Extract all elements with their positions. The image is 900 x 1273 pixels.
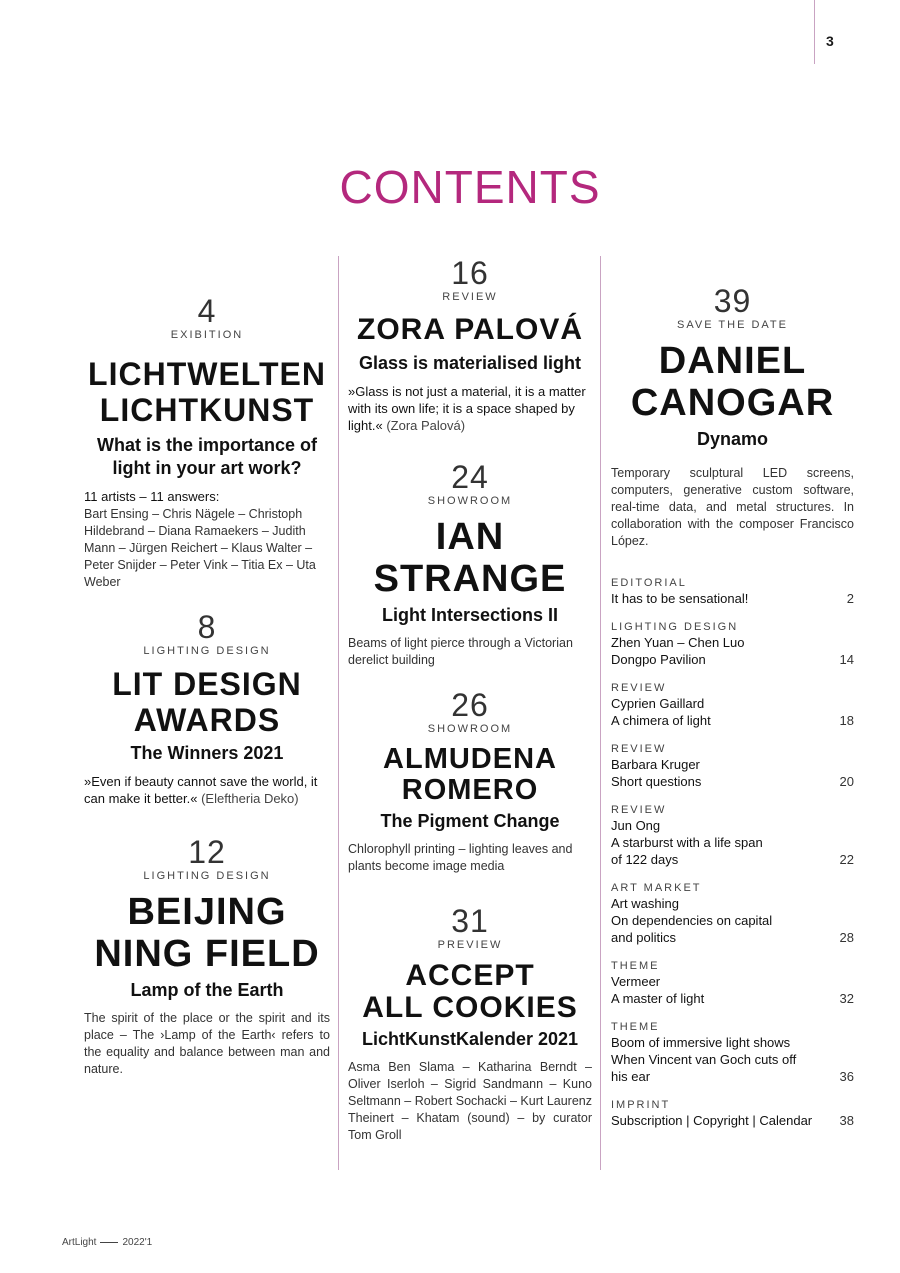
toc-page-number: 28 [839, 930, 854, 945]
page-number-rule [814, 0, 815, 64]
toc-category: EDITORIAL [611, 577, 687, 589]
article-headline: ALMUDENA ROMERO [383, 743, 557, 806]
article-subtitle: Dynamo [696, 429, 768, 449]
article-subtitle: Lamp of the Earth [130, 980, 284, 1000]
toc-page-number: 32 [839, 991, 854, 1006]
article-headline: ACCEPT ALL COOKIES [362, 959, 578, 1024]
toc-title: Subscription | Copyright | Calendar [611, 1113, 813, 1128]
toc-title: Boom of immersive light shows [611, 1035, 791, 1050]
article-page-number: 12 [188, 834, 226, 870]
toc-title: It has to be sensational! [611, 591, 749, 606]
article-description: Asma Ben Slama – Katharina Berndt – Oliver Iserloh – Sigrid Sandmann – Kuno Seltmann – Robert Sochacki – Kurt Laurenz Theinert – Khatam (sound) – by curator Tom Groll [348, 1060, 592, 1142]
footer-brand: ArtLight [62, 1237, 97, 1248]
article-headline: DANIEL CANOGAR [630, 340, 835, 424]
article-description: The spirit of the place or the spirit and its place – The ›Lamp of the Earth‹ refers to the equality and balance between man and nature. [84, 1011, 330, 1076]
article-headline: BEIJING NING FIELD [94, 891, 320, 975]
article-ian-strange[interactable] [348, 459, 592, 669]
toc-page-number: 22 [839, 852, 854, 867]
article-description: Temporary sculptural LED screens, computers, generative custom software, real-time data, and metal structures. In collaboration with the composer Francisco López. [611, 466, 854, 548]
article-page-number: 26 [451, 687, 489, 723]
toc-page-number: 14 [839, 652, 854, 667]
toc-page-number: 38 [839, 1113, 854, 1128]
toc-page-number: 18 [839, 713, 854, 728]
article-beijing-ning-field[interactable] [84, 834, 330, 1078]
article-subtitle: Light Intersections II [381, 605, 559, 625]
article-category: LIGHTING DESIGN [143, 870, 271, 882]
toc-title: A master of light [611, 991, 705, 1006]
page-number: 3 [826, 33, 834, 49]
article-category: PREVIEW [437, 939, 503, 951]
toc-category: THEME [611, 1021, 660, 1033]
article-subtitle: Glass is materialised light [358, 353, 582, 373]
toc-item[interactable] [611, 742, 854, 790]
toc-title: Zhen Yuan – Chen Luo [611, 635, 745, 650]
toc-title: of 122 days [611, 852, 679, 867]
toc-page-number: 20 [839, 774, 854, 789]
page-title: CONTENTS [339, 161, 601, 213]
toc-item[interactable] [611, 681, 854, 729]
article-category: REVIEW [442, 291, 498, 303]
article-headline: IAN STRANGE [373, 516, 567, 600]
article-headline: LICHTWELTEN LICHTKUNST [88, 356, 326, 428]
toc-title: On dependencies on capital [611, 913, 773, 928]
column-divider [600, 256, 601, 1170]
toc-title: his ear [611, 1069, 651, 1084]
article-subtitle: LichtKunstKalender 2021 [361, 1029, 579, 1049]
article-quote: »Even if beauty cannot save the world, it can make it better.« (Eleftheria Deko) [84, 774, 318, 806]
article-page-number: 16 [451, 255, 489, 291]
article-subtitle: The Pigment Change [380, 811, 560, 831]
toc-category: REVIEW [611, 804, 667, 816]
toc-list [611, 576, 854, 1142]
toc-page-number: 36 [839, 1069, 854, 1084]
article-page-number: 24 [451, 459, 489, 495]
toc-category: REVIEW [611, 743, 667, 755]
toc-title: Barbara Kruger [611, 757, 700, 772]
toc-item[interactable] [611, 620, 854, 668]
toc-title: Vermeer [611, 974, 661, 989]
toc-item[interactable] [611, 803, 854, 868]
toc-category: REVIEW [611, 682, 667, 694]
footer-dash [100, 1242, 118, 1243]
toc-title: Jun Ong [611, 818, 661, 833]
toc-title: When Vincent van Goch cuts off [611, 1052, 797, 1067]
article-almudena-romero[interactable] [348, 687, 592, 875]
article-headline: ZORA PALOVÁ [357, 313, 583, 346]
article-subtitle: The Winners 2021 [130, 743, 284, 763]
toc-category: THEME [611, 960, 660, 972]
article-page-number: 8 [197, 609, 217, 645]
article-subtitle: What is the importance of light in your art work? [96, 435, 318, 478]
toc-title: A starburst with a life span [611, 835, 763, 850]
column-divider [338, 256, 339, 1170]
toc-item[interactable] [611, 1098, 854, 1129]
toc-title: Art washing [611, 896, 679, 911]
article-page-number: 31 [451, 903, 489, 939]
article-description: 11 artists – 11 answers: Bart Ensing – Chris Nägele – Christoph Hildebrand – Diana Ramaekers – Judith Mann – Jürgen Reichert – Klaus Walter – Peter Snijder – Peter Vink – Titia Ex – Uta Weber [84, 489, 316, 589]
article-daniel-canogar[interactable] [611, 283, 854, 550]
article-lit-design-awards[interactable] [84, 609, 330, 807]
toc-title: Short questions [611, 774, 702, 789]
toc-category: LIGHTING DESIGN [611, 621, 739, 633]
toc-title: and politics [611, 930, 677, 945]
article-category: SHOWROOM [427, 495, 513, 507]
toc-category: IMPRINT [611, 1099, 671, 1111]
article-page-number: 4 [197, 293, 217, 329]
article-accept-all-cookies[interactable] [348, 903, 592, 1144]
article-category: SHOWROOM [427, 723, 513, 735]
footer-issue: 2022'1 [122, 1237, 153, 1248]
article-category: SAVE THE DATE [677, 319, 788, 331]
toc-item[interactable] [611, 576, 854, 607]
article-description: Chlorophyll printing – lighting leaves and plants become image media [348, 842, 573, 873]
toc-title: A chimera of light [611, 713, 711, 728]
article-description: Beams of light pierce through a Victorian derelict building [348, 636, 573, 667]
toc-page-number: 2 [846, 591, 854, 606]
page-footer [62, 1237, 152, 1248]
toc-title: Dongpo Pavilion [611, 652, 706, 667]
article-zora-palova[interactable] [348, 255, 592, 434]
article-headline: LIT DESIGN AWARDS [112, 666, 302, 738]
article-category: LIGHTING DESIGN [143, 645, 271, 657]
article-category: EXIBITION [170, 329, 244, 341]
toc-category: ART MARKET [611, 882, 702, 894]
toc-item[interactable] [611, 959, 854, 1007]
toc-title: Cyprien Gaillard [611, 696, 705, 711]
article-lichtwelten[interactable] [84, 293, 330, 591]
toc-item[interactable] [611, 1020, 854, 1085]
article-page-number: 39 [713, 283, 752, 319]
toc-item[interactable] [611, 881, 854, 946]
article-quote: »Glass is not just a material, it is a matter with its own life; it is a space shaped by light.« (Zora Palová) [348, 384, 586, 433]
